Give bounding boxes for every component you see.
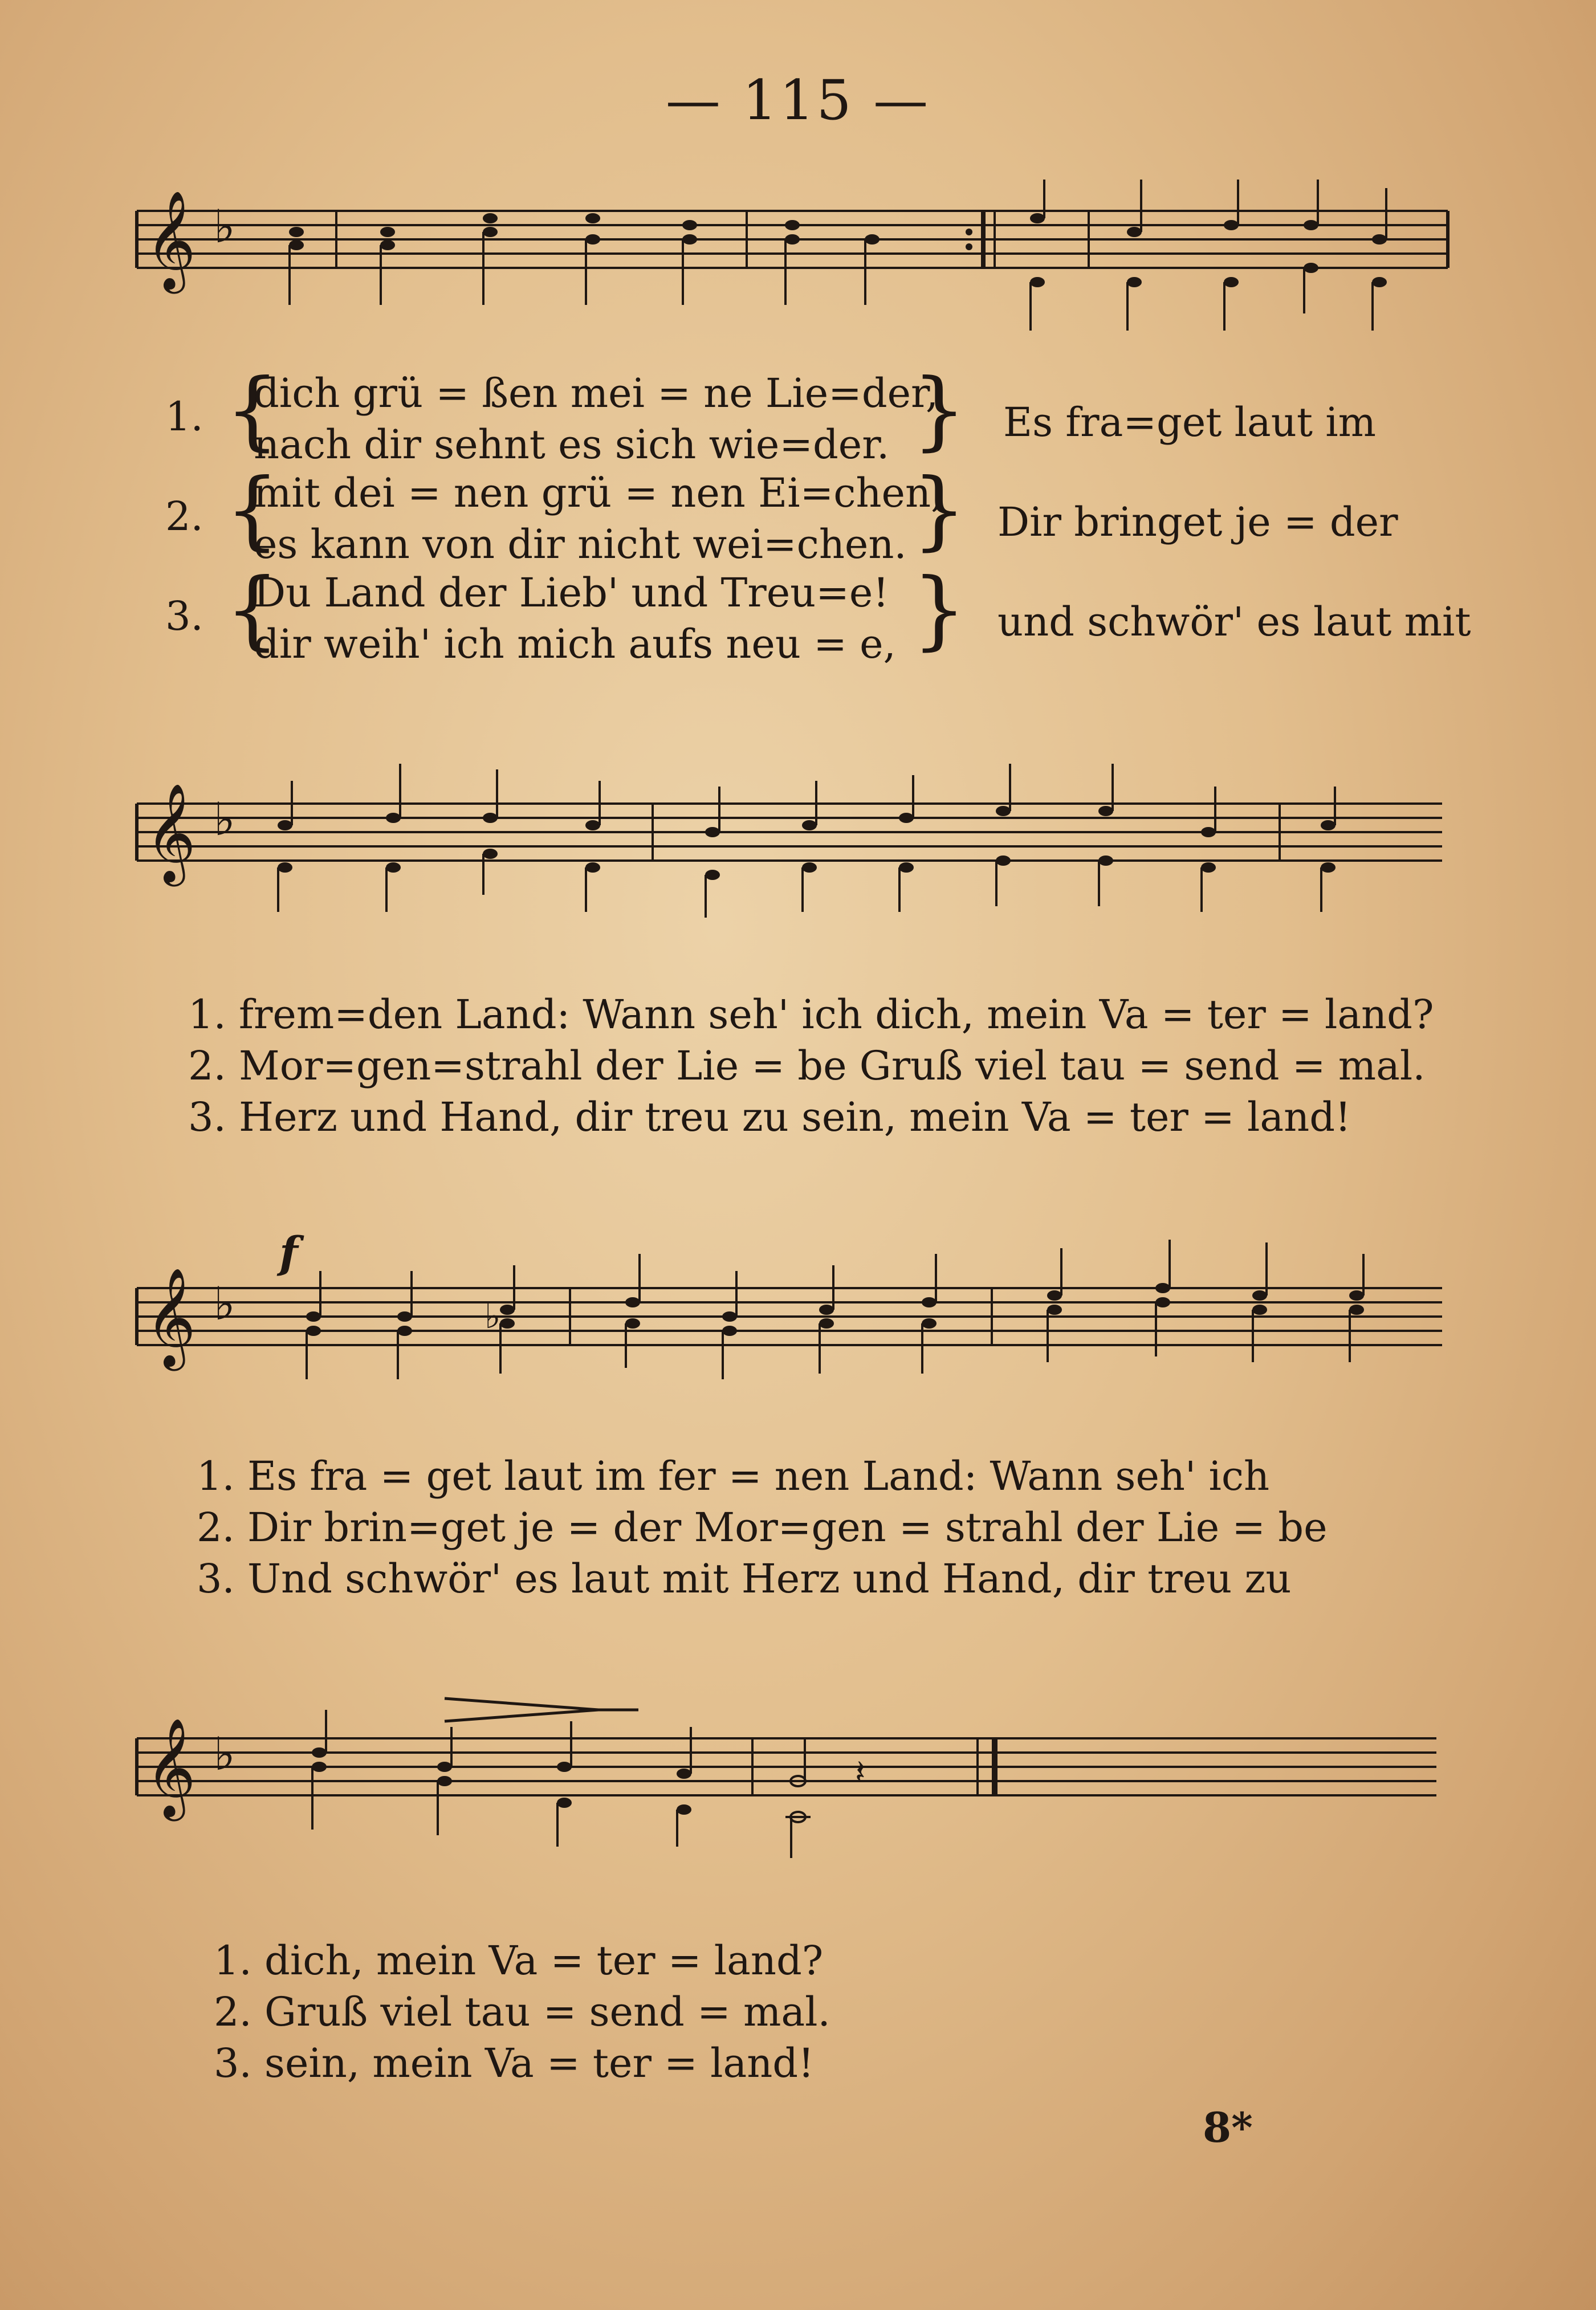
stanza-2-line-1: 1. frem=den Land: Wann seh' ich dich, mein Va = ter = land? (188, 991, 1434, 1038)
svg-text:♭: ♭ (214, 200, 235, 253)
stanza-2-line-3: 3. Herz und Hand, dir treu zu sein, mein Va = ter = land! (188, 1094, 1351, 1140)
verse-number-2: 2. (165, 493, 203, 540)
music-staff-2 (0, 747, 1596, 940)
verse-1-line-1: dich grü = ßen mei = ne Lie=der, (254, 370, 939, 417)
verse-1-line-2: nach dir sehnt es sich wie=der. (254, 421, 890, 468)
svg-text:𝄽: 𝄽 (855, 1753, 866, 1792)
verse-number-1: 1. (165, 393, 203, 440)
refrain-verse-1: Es fra=get laut im (1003, 399, 1376, 446)
stanza-3-line-2: 2. Dir brin=get je = der Mor=gen = strahl der Lie = be (197, 1504, 1328, 1551)
svg-text:𝄞: 𝄞 (145, 783, 196, 882)
refrain-verse-3: und schwör' es laut mit (997, 598, 1471, 645)
stanza-3-line-3: 3. Und schwör' es laut mit Herz und Hand, dir treu zu (197, 1555, 1292, 1602)
stanza-4-line-1: 1. dich, mein Va = ter = land? (214, 1937, 824, 1984)
stanza-4-line-3: 3. sein, mein Va = ter = land! (214, 2040, 815, 2087)
svg-text:♭: ♭ (214, 1277, 235, 1330)
brace-right-1: } (912, 361, 967, 460)
verse-3-line-1: Du Land der Lieb' und Treu=e! (254, 569, 889, 616)
brace-right-2: } (912, 461, 967, 560)
music-staff-4 (0, 1687, 1596, 1881)
svg-text:𝄞: 𝄞 (145, 1718, 196, 1817)
brace-left-3: { (225, 560, 280, 659)
music-staff-1 (0, 171, 1596, 353)
svg-text:𝄞: 𝄞 (145, 190, 196, 290)
page-number: — 115 — (665, 68, 931, 132)
refrain-verse-2: Dir bringet je = der (997, 499, 1398, 545)
stanza-3-line-1: 1. Es fra = get laut im fer = nen Land: Wann seh' ich (197, 1453, 1270, 1500)
verse-number-3: 3. (165, 593, 203, 639)
svg-text:♭: ♭ (214, 1728, 235, 1781)
verse-3-line-2: dir weih' ich mich aufs neu = e, (254, 621, 896, 667)
brace-right-3: } (912, 560, 967, 659)
brace-left-1: { (225, 361, 280, 460)
svg-text:♭: ♭ (484, 1297, 501, 1337)
svg-text:♭: ♭ (214, 793, 235, 846)
verse-2-line-1: mit dei = nen grü = nen Ei=chen, (254, 470, 944, 516)
music-staff-3 (0, 1237, 1596, 1419)
signature-mark: 8* (1203, 2103, 1253, 2152)
verse-2-line-2: es kann von dir nicht wei=chen. (254, 521, 907, 568)
svg-text:𝄞: 𝄞 (145, 1268, 196, 1367)
stanza-2-line-2: 2. Mor=gen=strahl der Lie = be Gruß viel tau = send = mal. (188, 1042, 1426, 1089)
brace-left-2: { (225, 461, 280, 560)
dynamic-forte: f (279, 1227, 298, 1278)
stanza-4-line-2: 2. Gruß viel tau = send = mal. (214, 1989, 830, 2035)
